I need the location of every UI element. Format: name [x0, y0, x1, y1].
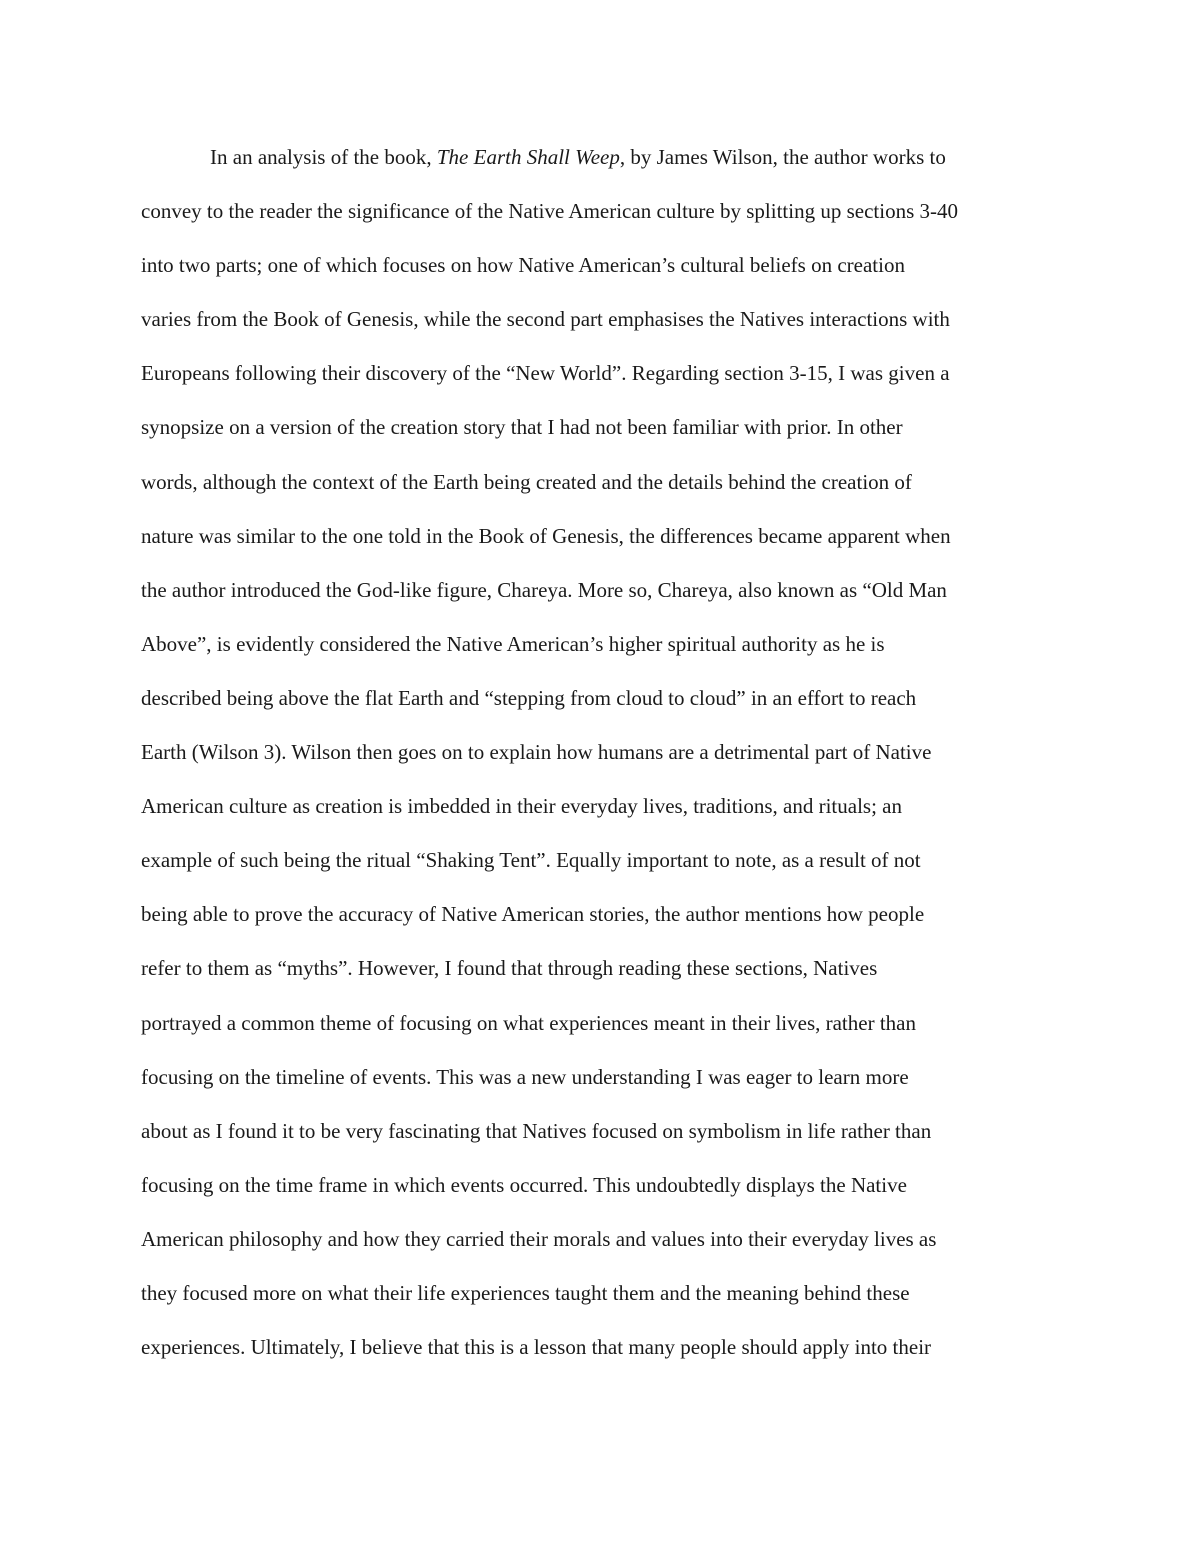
- paragraph-line: [141, 573, 1071, 627]
- line-text: words, although the context of the Earth being created and the details behind the creation of: [141, 469, 912, 494]
- line-text: synopsize on a version of the creation story that I had not been familiar with prior. In other: [141, 415, 903, 440]
- paragraph-line: [141, 1060, 1071, 1114]
- paragraph-line: [141, 1276, 1071, 1330]
- line-text: portrayed a common theme of focusing on what experiences meant in their lives, rather than: [141, 1010, 916, 1035]
- paragraph-line: [141, 356, 1071, 410]
- paragraph-line: [141, 951, 1071, 1005]
- paragraph-line: [141, 1168, 1071, 1222]
- line-text: they focused more on what their life experiences taught them and the meaning behind these: [141, 1280, 910, 1305]
- line-text: refer to them as “myths”. However, I found that through reading these sections, Natives: [141, 956, 878, 981]
- line-text: Above”, is evidently considered the Native American’s higher spiritual authority as he is: [141, 631, 885, 656]
- paragraph-line: [141, 248, 1071, 302]
- line-text: into two parts; one of which focuses on how Native American’s cultural beliefs on creation: [141, 253, 905, 278]
- paragraph-line: [141, 1114, 1071, 1168]
- book-title: The Earth Shall Weep: [436, 145, 620, 169]
- paragraph-line: [141, 140, 1071, 194]
- paragraph-line: [141, 302, 1071, 356]
- line-text: American philosophy and how they carried their morals and values into their everyday lives as: [141, 1226, 937, 1251]
- line-text: varies from the Book of Genesis, while the second part emphasises the Natives interactions with: [141, 307, 950, 332]
- paragraph-line: [141, 194, 1071, 248]
- line-text: the author introduced the God-like figure, Chareya. More so, Chareya, also known as “Old Man: [141, 577, 947, 602]
- paragraph-line: [141, 519, 1071, 573]
- line-text: focusing on the timeline of events. This was a new understanding I was eager to learn more: [141, 1064, 909, 1089]
- paragraph-line: [141, 465, 1071, 519]
- line-text: convey to the reader the significance of the Native American culture by splitting up sections 3-40: [141, 199, 958, 224]
- line-text: nature was similar to the one told in the Book of Genesis, the differences became apparent when: [141, 523, 951, 548]
- line-text: Earth (Wilson 3). Wilson then goes on to explain how humans are a detrimental part of Native: [141, 740, 932, 765]
- line-text: Europeans following their discovery of the “New World”. Regarding section 3-15, I was given a: [141, 361, 950, 386]
- text-run: In an analysis of the book,: [210, 145, 437, 169]
- paragraph-line: [141, 735, 1071, 789]
- line-text: being able to prove the accuracy of Native American stories, the author mentions how people: [141, 902, 925, 927]
- paragraph-line: [141, 681, 1071, 735]
- paragraph-line: [141, 410, 1071, 464]
- paragraph-line: [141, 1330, 1071, 1384]
- text-run: , by James Wilson, the author works to: [619, 145, 946, 169]
- line-text: American culture as creation is imbedded in their everyday lives, traditions, and rituals; an: [141, 794, 903, 819]
- paragraph-line: [141, 1222, 1071, 1276]
- paragraph-line: [141, 897, 1071, 951]
- line-text: example of such being the ritual “Shaking Tent”. Equally important to note, as a result of not: [141, 848, 921, 873]
- line-text: described being above the flat Earth and “stepping from cloud to cloud” in an effort to reach: [141, 685, 917, 710]
- line-text: about as I found it to be very fascinating that Natives focused on symbolism in life rather than: [141, 1118, 932, 1143]
- paragraph-line: [141, 627, 1071, 681]
- paragraph-line: [141, 843, 1071, 897]
- line-text: experiences. Ultimately, I believe that this is a lesson that many people should apply into their: [141, 1335, 932, 1360]
- paragraph-line: [141, 1006, 1071, 1060]
- body-paragraph: [141, 140, 1071, 1384]
- line-text: focusing on the time frame in which events occurred. This undoubtedly displays the Native: [141, 1172, 907, 1197]
- paragraph-line: [141, 789, 1071, 843]
